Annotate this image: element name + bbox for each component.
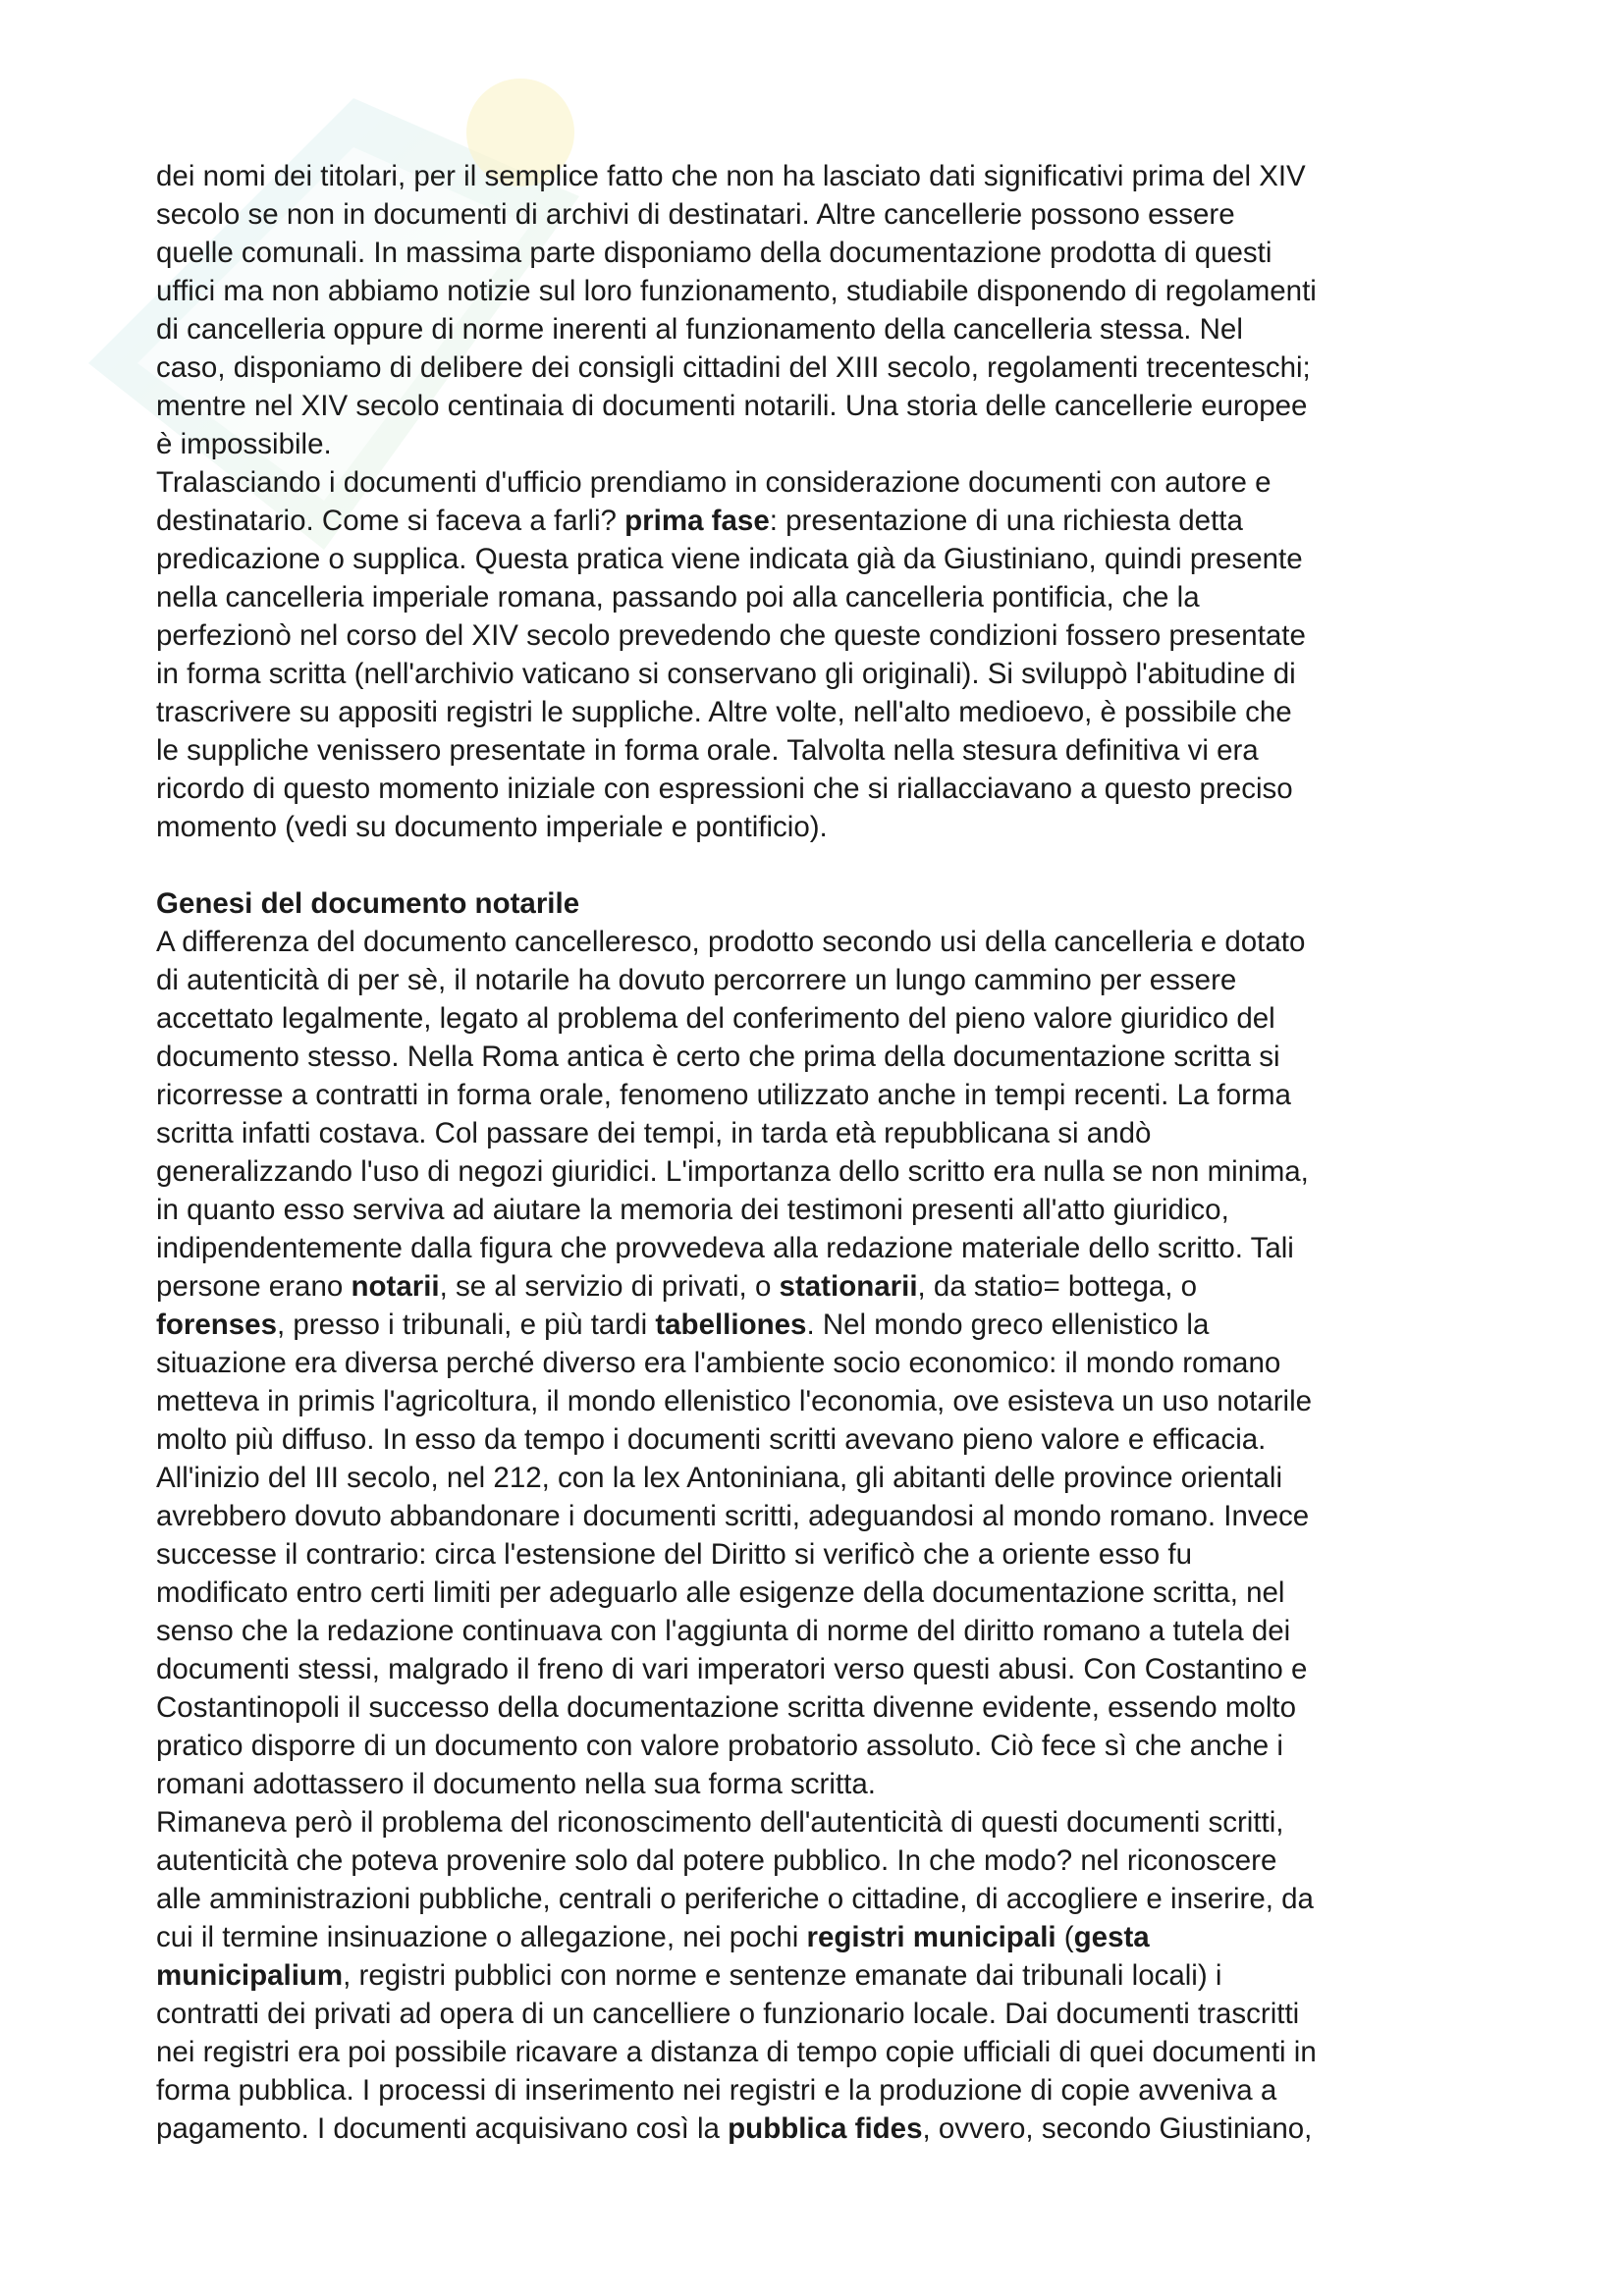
text-run: All'inizio del III secolo, nel 212, con la lex Antoniniana, gli abitanti delle province orientali [156,1462,1282,1494]
text-line [156,2109,1491,2148]
text-line [156,1995,1491,2033]
text-run: ricorresse a contratti in forma orale, fenomeno utilizzato anche in tempi recenti. La forma [156,1079,1291,1111]
text-line [156,540,1491,578]
text-run: , presso i tribunali, e più tardi [276,1308,656,1341]
bold-term: stationarii [779,1270,918,1303]
text-line [156,348,1491,387]
text-run: predicazione o supplica. Questa pratica viene indicata già da Giustiniano, quindi presente [156,543,1303,575]
text-run: senso che la redazione continuava con l'aggiunta di norme del diritto romano a tutela dei [156,1615,1291,1647]
text-line [156,808,1491,846]
text-line [156,1114,1491,1152]
text-line [156,1612,1491,1650]
text-run: ( [1056,1921,1074,1953]
text-line [156,578,1491,616]
text-run: quelle comunali. In massima parte disponiamo della documentazione prodotta di questi [156,237,1272,269]
text-run: , se al servizio di privati, o [439,1270,780,1303]
text-line [156,2071,1491,2109]
text-run: nei registri era poi possibile ricavare a distanza di tempo copie ufficiali di quei documenti in [156,2036,1317,2068]
bold-term: prima fase [624,505,770,537]
text-run: Tralasciando i documenti d'ufficio prendiamo in considerazione documenti con autore e [156,466,1272,499]
bold-term: gesta [1073,1921,1150,1953]
text-line [156,272,1491,310]
text-line [156,770,1491,808]
text-line [156,425,1491,463]
text-run: , ovvero, secondo Giustiniano, [922,2112,1313,2145]
text-run: caso, disponiamo di delibere dei consigli cittadini del XIII secolo, regolamenti trecenteschi; [156,351,1311,384]
text-run: romani adottassero il documento nella sua forma scritta. [156,1768,876,1800]
text-run: contratti dei privati ad opera di un cancelliere o funzionario locale. Dai documenti trascritti [156,1998,1300,2030]
text-run: destinatario. Come si faceva a farli? [156,505,625,537]
text-line [156,463,1491,502]
bold-term: forenses [156,1308,277,1341]
text-line [156,310,1491,348]
text-run: pagamento. I documenti acquisivano così la [156,2112,729,2145]
text-line [156,1382,1491,1420]
text-line [156,1497,1491,1535]
text-line [156,1191,1491,1229]
text-line [156,157,1491,195]
text-run: modificato entro certi limiti per adeguarlo alle esigenze della documentazione scritta, nel [156,1576,1285,1609]
text-line [156,387,1491,425]
text-line [156,1535,1491,1574]
text-line [156,884,1491,923]
text-run: in quanto esso serviva ad aiutare la memoria dei testimoni presenti all'atto giuridico, [156,1194,1229,1226]
text-run: accettato legalmente, legato al problema del conferimento del pieno valore giuridico del [156,1002,1275,1035]
text-run: avrebbero dovuto abbandonare i documenti scritti, adeguandosi al mondo romano. Invece [156,1500,1310,1532]
text-run: successe il contrario: circa l'estensione del Diritto si verificò che a oriente esso fu [156,1538,1192,1571]
text-line [156,1650,1491,1688]
text-run: Rimaneva però il problema del riconoscimento dell'autenticità di questi documenti scritti, [156,1806,1284,1839]
text-run: Costantinopoli il successo della documentazione scritta divenne evidente, essendo molto [156,1691,1297,1724]
text-line [156,1880,1491,1918]
text-line [156,1306,1491,1344]
text-run: : presentazione di una richiesta detta [769,505,1243,537]
text-run: trascrivere su appositi registri le suppliche. Altre volte, nell'alto medioevo, è possibile che [156,696,1292,728]
text-line [156,923,1491,961]
blank-line [156,846,1491,884]
text-line [156,693,1491,731]
text-line [156,1727,1491,1765]
text-run: situazione era diversa perché diverso era l'ambiente socio economico: il mondo romano [156,1347,1281,1379]
text-line [156,1152,1491,1191]
text-run: momento (vedi su documento imperiale e pontificio). [156,811,828,843]
text-run: perfezionò nel corso del XIV secolo prevedendo che queste condizioni fossero presentate [156,619,1306,652]
bold-term: pubblica fides [728,2112,923,2145]
text-run: documenti stessi, malgrado il freno di vari imperatori verso questi abusi. Con Costantino e [156,1653,1308,1685]
text-run: documento stesso. Nella Roma antica è certo che prima della documentazione scritta si [156,1041,1280,1073]
text-line [156,2033,1491,2071]
text-run: dei nomi dei titolari, per il semplice fatto che non ha lasciato dati significativi prima del XIV [156,160,1306,192]
text-run: ricordo di questo momento iniziale con espressioni che si riallacciavano a questo preciso [156,773,1293,805]
text-line [156,1803,1491,1842]
text-line [156,1344,1491,1382]
text-run: . Nel mondo greco ellenistico la [806,1308,1210,1341]
text-line [156,1459,1491,1497]
bold-term: tabelliones [655,1308,807,1341]
text-run: pratico disporre di un documento con valore probatorio assoluto. Ciò fece sì che anche i [156,1730,1283,1762]
text-line [156,1420,1491,1459]
text-line [156,999,1491,1038]
text-line [156,655,1491,693]
text-run: , da statio= bottega, o [917,1270,1198,1303]
text-run: in forma scritta (nell'archivio vaticano si conservano gli originali). Si sviluppò l'abitudine di [156,658,1296,690]
text-run: persone erano [156,1270,352,1303]
text-line [156,1038,1491,1076]
text-run: di autenticità di per sè, il notarile ha dovuto percorrere un lungo cammino per essere [156,964,1237,996]
text-run: generalizzando l'uso di negozi giuridici. L'importanza dello scritto era nulla se non minima, [156,1155,1309,1188]
text-run: uffici ma non abbiamo notizie sul loro funzionamento, studiabile disponendo di regolamenti [156,275,1317,307]
bold-term: municipalium [156,1959,344,1992]
text-run: alle amministrazioni pubbliche, centrali o periferiche o cittadine, di accogliere e inserire, da [156,1883,1314,1915]
text-run: scritta infatti costava. Col passare dei tempi, in tarda età repubblicana si andò [156,1117,1152,1149]
text-run: cui il termine insinuazione o allegazione, nei pochi [156,1921,807,1953]
text-line [156,1956,1491,1995]
bold-term: notarii [351,1270,440,1303]
text-line [156,1842,1491,1880]
text-line [156,961,1491,999]
text-line [156,1688,1491,1727]
text-run: di cancelleria oppure di norme inerenti al funzionamento della cancelleria stessa. Nel [156,313,1243,346]
bold-term: registri municipali [806,1921,1056,1953]
text-line [156,1765,1491,1803]
text-run: nella cancelleria imperiale romana, passando poi alla cancelleria pontificia, che la [156,581,1200,614]
text-run: le suppliche venissero presentate in forma orale. Talvolta nella stesura definitiva vi era [156,734,1259,767]
text-line [156,731,1491,770]
text-line [156,1574,1491,1612]
text-line [156,195,1491,234]
text-run: indipendentemente dalla figura che provvedeva alla redazione materiale dello scritto. Tali [156,1232,1294,1264]
text-run: metteva in primis l'agricoltura, il mondo ellenistico l'economia, ove esisteva un uso notarile [156,1385,1313,1417]
text-run: molto più diffuso. In esso da tempo i documenti scritti avevano pieno valore e efficacia. [156,1423,1267,1456]
text-run: A differenza del documento cancelleresco, prodotto secondo usi della cancelleria e dotato [156,926,1306,958]
bold-term: Genesi del documento notarile [156,887,580,920]
text-run: , registri pubblici con norme e sentenze emanate dai tribunali locali) i [343,1959,1222,1992]
document-page [156,157,1491,2148]
text-line [156,1076,1491,1114]
text-run: secolo se non in documenti di archivi di destinatari. Altre cancellerie possono essere [156,198,1235,231]
text-line [156,502,1491,540]
text-line [156,616,1491,655]
text-line [156,1918,1491,1956]
text-run: autenticità che poteva provenire solo dal potere pubblico. In che modo? nel riconoscere [156,1844,1277,1877]
text-line [156,234,1491,272]
text-run: mentre nel XIV secolo centinaia di documenti notarili. Una storia delle cancellerie europee [156,390,1308,422]
text-run: è impossibile. [156,428,332,460]
text-line [156,1229,1491,1267]
text-line [156,1267,1491,1306]
text-run: forma pubblica. I processi di inserimento nei registri e la produzione di copie avveniva a [156,2074,1277,2107]
